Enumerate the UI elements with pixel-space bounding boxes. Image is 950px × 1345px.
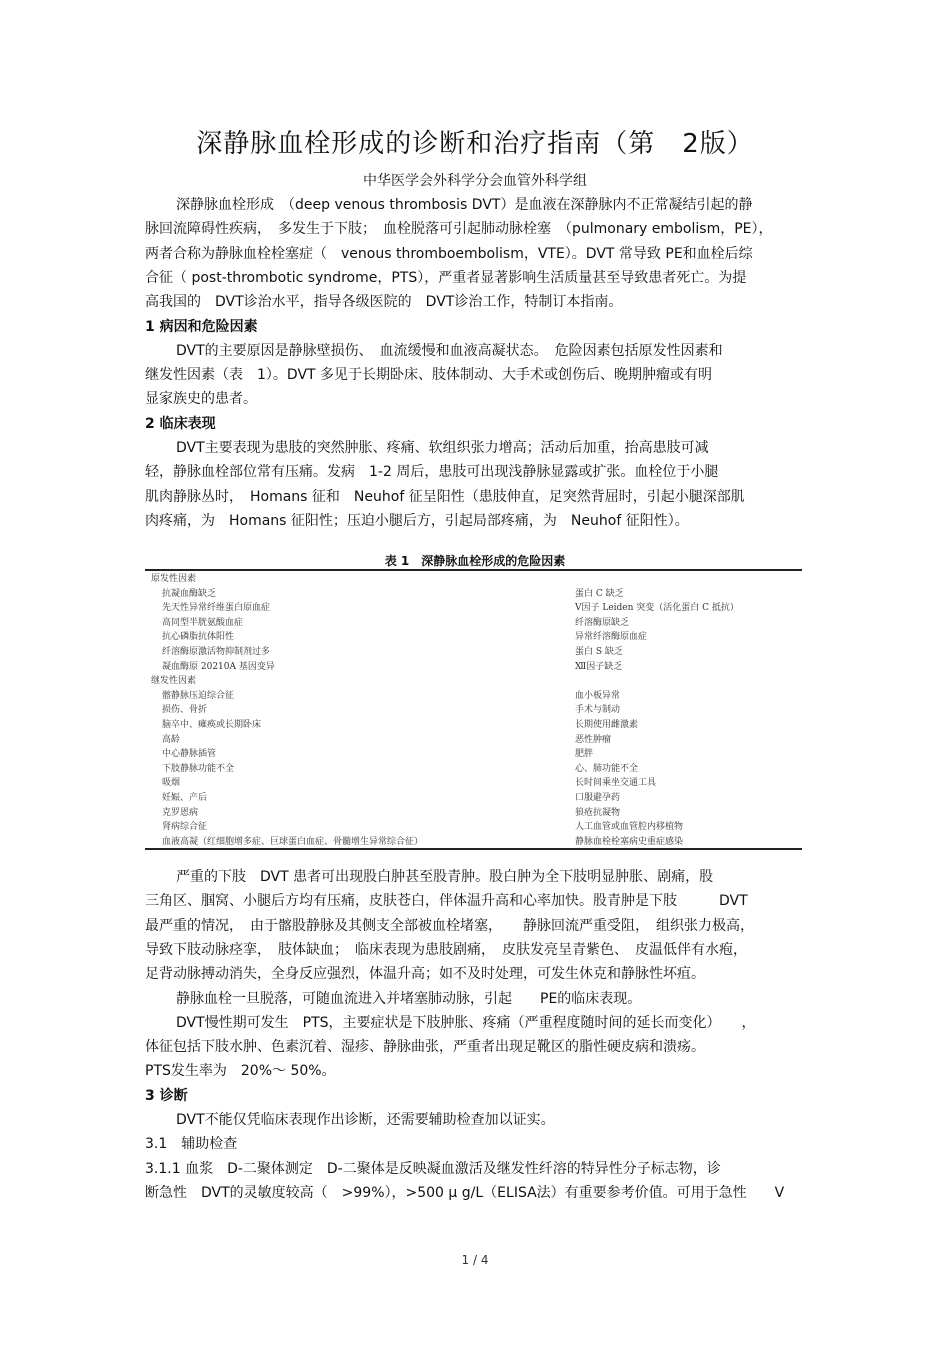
table-row	[145, 733, 802, 747]
section-heading: 3 诊断	[145, 1087, 188, 1104]
text-line: 三角区、腘窝、小腿后方均有压痛，皮肤苍白，伴体温升高和心率加快。股青肿是下肢 DVT	[145, 893, 748, 910]
text-line: 轻，静脉血栓部位常有压痛。发病 1-2 周后，患肢可出现浅静脉显露或扩张。血栓位于小腿	[145, 464, 719, 481]
table-bottom-rule	[145, 848, 802, 850]
table-cell-left: 吸烟	[162, 778, 181, 789]
text-line: 合征（ post-thrombotic syndrome，PTS），严重者显著影响生活质量甚至导致患者死亡。为提	[145, 269, 747, 286]
table-cell-left: 髂静脉压迫综合征	[162, 690, 235, 701]
table-row	[145, 689, 802, 703]
table-row	[145, 572, 802, 586]
table-row	[145, 674, 802, 688]
table-cell-left: 肾病综合征	[162, 822, 208, 833]
text-line: 最严重的情况， 由于髂股静脉及其侧支全部被血栓堵塞， 静脉回流严重受阻， 组织张力极高，	[145, 917, 754, 934]
table-cell-right: 长期使用雌激素	[575, 720, 639, 730]
table-cell-left: 凝血酶原 20210A 基因变异	[162, 661, 275, 672]
table-row	[145, 762, 802, 776]
table-cell-left: 高龄	[162, 734, 181, 745]
document-title: 深静脉血栓形成的诊断和治疗指南（第 2版）	[196, 129, 754, 159]
table-row	[145, 587, 802, 601]
author-line: 中华医学会外科学分会血管外科学组	[363, 173, 587, 189]
text-line: PTS发生率为 20%～ 50%。	[145, 1063, 336, 1080]
table-cell-right: 蛋白 C 缺乏	[575, 588, 624, 599]
text-line: DVT的主要原因是静脉壁损伤、 血流缓慢和血液高凝状态。 危险因素包括原发性因素和	[176, 342, 723, 359]
table-cell-right: 静脉血栓栓塞病史重症感染	[575, 836, 684, 847]
table-row	[145, 791, 802, 805]
text-line: 高我国的 DVT诊治水平，指导各级医院的 DVT诊治工作，特制订本指南。	[145, 294, 623, 311]
table-cell-right: 肥胖	[575, 749, 594, 760]
table-cell-right: 长时间乘坐交通工具	[575, 778, 657, 789]
text-line: 体征包括下肢水肿、色素沉着、湿疹、静脉曲张，严重者出现足靴区的脂性硬皮病和溃疡。	[145, 1039, 705, 1056]
table-cell-right: 恶性肿瘤	[575, 734, 612, 745]
text-line: 两者合称为静脉血栓栓塞症（ venous thromboembolism，VTE）。DVT 常导致 PE和血栓后综	[145, 245, 753, 262]
table-cell-right: Ⅻ因子缺乏	[575, 661, 623, 672]
table-row	[145, 776, 802, 790]
table-cell-left: 克罗恩病	[162, 807, 199, 818]
text-line: 肌肉静脉丛时， Homans 征和 Neuhof 征呈阳性（患肢伸直，足突然背屈时，引起小腿深部肌	[145, 488, 745, 505]
table-row	[145, 835, 802, 849]
table-cell-right: 血小板异常	[575, 690, 621, 701]
table-cell-right: 蛋白 S 缺乏	[575, 647, 623, 657]
table-cell-right: Ⅴ因子 Leiden 突变（活化蛋白 C 抵抗）	[575, 603, 739, 614]
table-cell-left: 下肢静脉功能不全	[162, 763, 235, 774]
table-cell-left: 原发性因素	[151, 574, 197, 584]
text-line: 静脉血栓一旦脱落，可随血流进入并堵塞肺动脉，引起 PE的临床表现。	[176, 990, 642, 1007]
text-line: 肉疼痛，为 Homans 征阳性；压迫小腿后方，引起局部疼痛，为 Neuhof 征阳性）。	[145, 512, 689, 529]
section-heading: 1 病因和危险因素	[145, 318, 258, 335]
table-cell-left: 继发性因素	[151, 676, 197, 687]
table-row	[145, 806, 802, 820]
table-cell-left: 中心静脉插管	[162, 749, 217, 760]
table-top-rule	[145, 569, 802, 571]
text-line: DVT慢性期可发生 PTS，主要症状是下肢肿胀、疼痛（严重程度随时间的延长而变化） ，	[176, 1014, 756, 1031]
table-cell-right: 纤溶酶原缺乏	[575, 617, 630, 628]
table-cell-left: 抗凝血酶缺乏	[162, 588, 217, 599]
text-line: 3.1.1 血浆 D-二聚体测定 D-二聚体是反映凝血激活及继发性纤溶的特异性分子标志物，诊	[145, 1160, 721, 1177]
table-cell-left: 妊娠、产后	[162, 793, 208, 803]
table-cell-right: 狼疮抗凝物	[575, 807, 621, 818]
text-line: 足背动脉搏动消失，全身反应强烈，体温升高；如不及时处理，可发生休克和静脉性坏疽。	[145, 966, 705, 983]
section-heading: 2 临床表现	[145, 415, 216, 432]
text-line: 脉回流障碍性疾病， 多发生于下肢； 血栓脱落可引起肺动脉栓塞 （pulmonary embolism，PE），	[145, 221, 773, 238]
table-row	[145, 718, 802, 732]
table-row	[145, 660, 802, 674]
table-cell-left: 脑卒中、瘫痪或长期卧床	[162, 720, 262, 730]
text-line: DVT主要表现为患肢的突然肿胀、疼痛、软组织张力增高；活动后加重，抬高患肢可减	[176, 440, 709, 456]
page-number: 1 / 4	[461, 1253, 489, 1267]
text-line: 导致下肢动脉痉挛， 肢体缺血； 临床表现为患肢剧痛， 皮肤发亮呈青紫色、 皮温低伴有水疱，	[145, 941, 747, 958]
table-row	[145, 747, 802, 761]
table-row	[145, 601, 802, 615]
table-cell-left: 抗心磷脂抗体阳性	[162, 632, 235, 643]
text-line: 继发性因素（表 1）。DVT 多见于长期卧床、肢体制动、大手术或创伤后、晚期肿瘤或有明	[145, 367, 713, 384]
text-line: DVT不能仅凭临床表现作出诊断，还需要辅助检查加以证实。	[176, 1112, 555, 1128]
table-cell-left: 先天性异常纤维蛋白原血症	[162, 603, 271, 614]
table-cell-right: 异常纤溶酶原血症	[575, 632, 648, 643]
text-line: 显家族史的患者。	[145, 391, 257, 408]
table-cell-left: 高同型半胱氨酸血症	[162, 617, 244, 628]
text-line: 断急性 DVT的灵敏度较高（ >99%），>500 μ g/L（ELISA法）有重要参考价值。可用于急性 V	[145, 1184, 785, 1201]
table-cell-right: 人工血管或血管腔内移植物	[575, 822, 684, 833]
table-cell-left: 损伤、骨折	[162, 705, 208, 716]
table-row	[145, 645, 802, 659]
table-cell-right: 手术与制动	[575, 705, 621, 716]
table-caption: 表 1 深静脉血栓形成的危险因素	[384, 554, 566, 568]
table-row	[145, 820, 802, 834]
text-line: 严重的下肢 DVT 患者可出现股白肿甚至股青肿。股白肿为全下肢明显肿胀、剧痛，股	[176, 869, 714, 885]
table-cell-left: 血液高凝（红细胞增多症、巨球蛋白血症、骨髓增生异常综合征）	[162, 836, 424, 847]
text-line: 深静脉血栓形成 （deep venous thrombosis DVT）是血液在深静脉内不正常凝结引起的静	[176, 197, 753, 213]
table-cell-right: 心、肺功能不全	[575, 763, 639, 774]
table-cell-left: 纤溶酶原激活物抑制剂过多	[162, 647, 271, 657]
table-row	[145, 630, 802, 644]
text-line: 3.1 辅助检查	[145, 1136, 238, 1153]
table-row	[145, 703, 802, 717]
table-cell-right: 口服避孕药	[575, 793, 621, 803]
table-row	[145, 616, 802, 630]
